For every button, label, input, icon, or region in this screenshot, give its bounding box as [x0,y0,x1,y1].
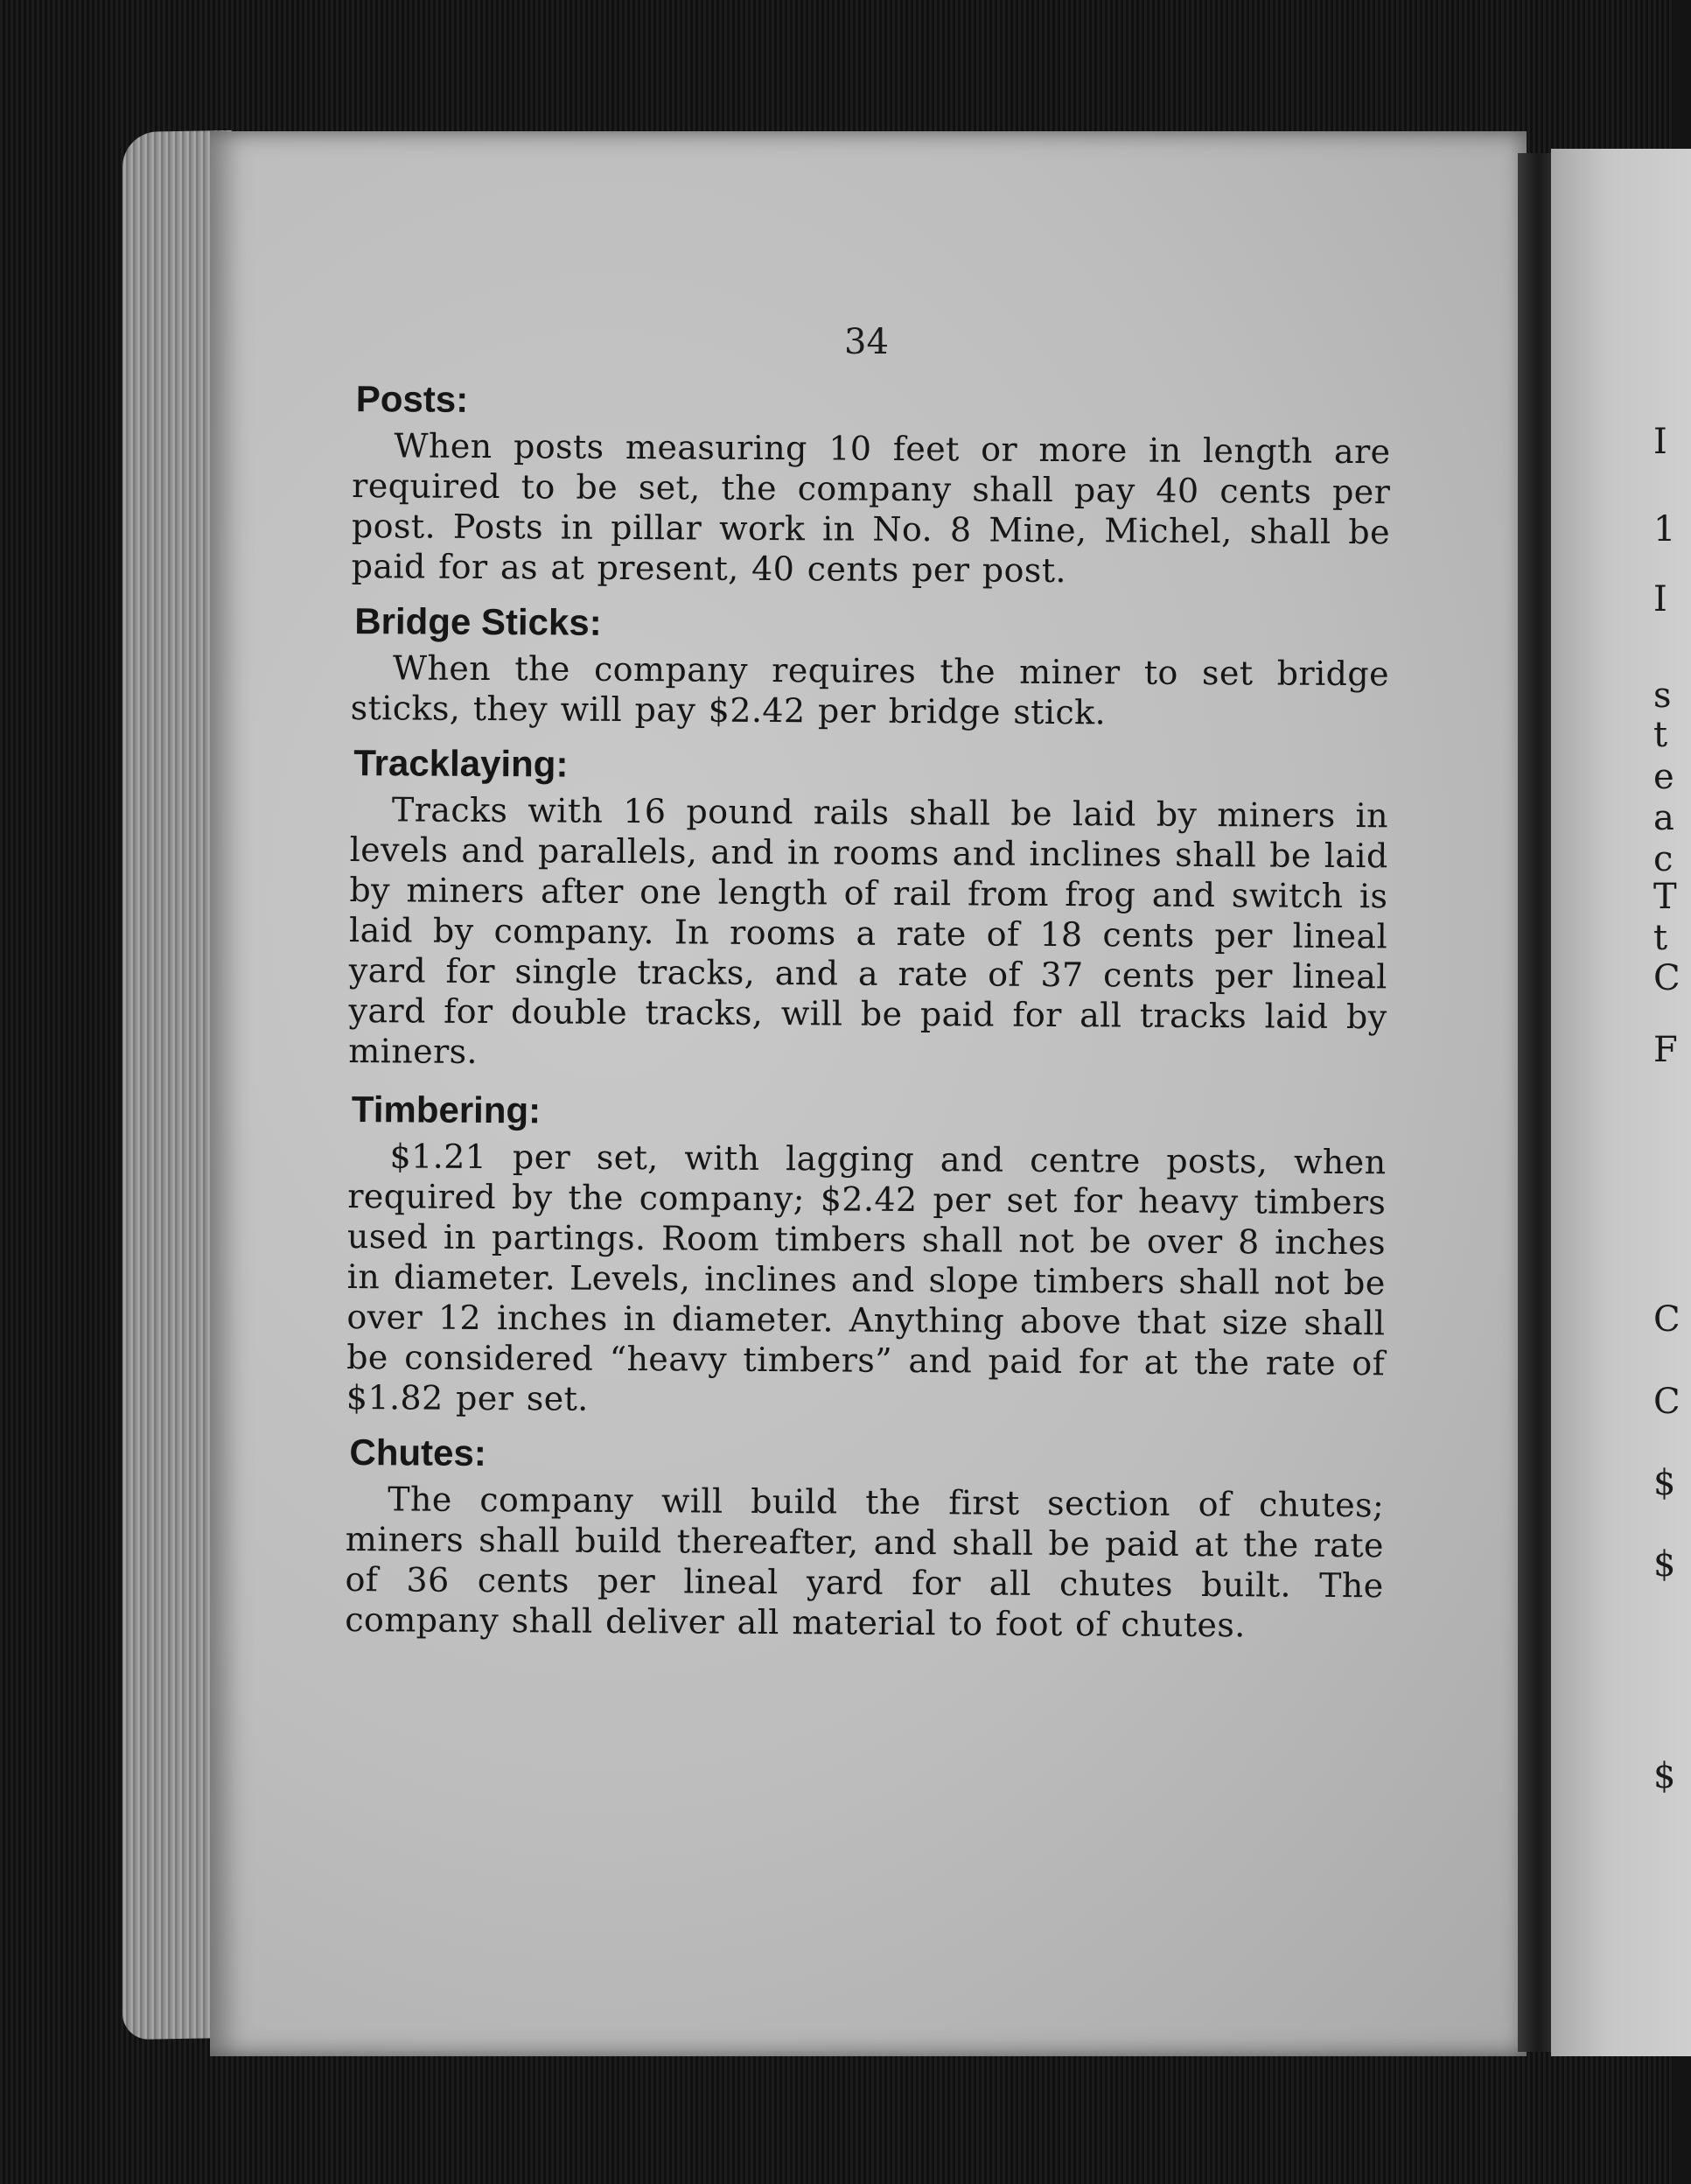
section-tracklaying [341,740,1388,1077]
facing-page-fragment: I [1653,422,1667,462]
facing-page-fragment: e [1653,757,1674,797]
facing-page-fragment: 1 [1653,509,1676,550]
section-paragraph: The company will build the first section of chutes; miners shall build thereafter, and shall be paid at the rate of 36 cents per lineal yard for all chutes built. The company shall deliver all material to foot of chutes. [345,1480,1385,1645]
section-timbering [339,1087,1387,1424]
book-spine [1518,153,1551,2052]
facing-page-fragment: a [1653,798,1674,838]
facing-page-fragment: s [1653,676,1672,716]
facing-page-fragment: $ [1653,1463,1676,1503]
section-paragraph: When the company requires the miner to set bridge sticks, they will pay $2.42 per bridge stick. [350,648,1390,732]
section-posts [345,376,1391,592]
facing-page-fragment: T [1653,877,1677,917]
section-bridge-sticks [344,598,1390,734]
section-heading: Timbering: [351,1088,542,1131]
facing-page-fragment: C [1653,958,1681,998]
facing-page-fragment: F [1653,1030,1678,1070]
section-paragraph: When posts measuring 10 feet or more in length are required to be set, the company shall pay 40 cents per post. Posts in pillar work in No. 8 Mine, Michel, shall be paid for as at present, 40 cents per post. [351,426,1391,591]
facing-page-fragment: I [1653,579,1667,620]
facing-page-fragment: C [1653,1382,1681,1422]
section-heading: Bridge Sticks: [354,600,602,643]
facing-page-fragment: t [1653,715,1668,755]
section-paragraph: Tracks with 16 pound rails shall be laid by miners in levels and parallels, and in rooms and inclines shall be laid by miners after one length of rail from frog and switch is laid by company. In rooms a rate of 18 cents per lineal yard for single tracks, and a rate of 37 cents per lineal yard for double tracks, will be paid for all tracks laid by miners. [348,790,1389,1071]
facing-page-fragment: t [1653,918,1668,958]
section-heading: Posts: [355,378,469,420]
facing-page-fragment: C [1653,1299,1681,1340]
facing-page-fragment: c [1653,839,1674,879]
facing-page-fragment: $ [1653,1544,1676,1585]
section-heading: Tracklaying: [353,742,569,785]
section-paragraph: $1.21 per set, with lagging and centre posts, when required by the company; $2.42 per set for heavy timbers used in partings. Room timbers shall not be over 8 inches in diameter. Levels, inclines and slope timbers shall not be over 12 inches in diameter. Anything above that size shall be considered “heavy timbers” and paid for at the rate of $1.82 per set. [346,1137,1387,1418]
section-chutes [338,1430,1384,1646]
page-number: 34 [844,322,889,362]
page-body [338,376,1391,1658]
section-heading: Chutes: [349,1432,486,1474]
facing-page-fragment: $ [1653,1756,1676,1796]
